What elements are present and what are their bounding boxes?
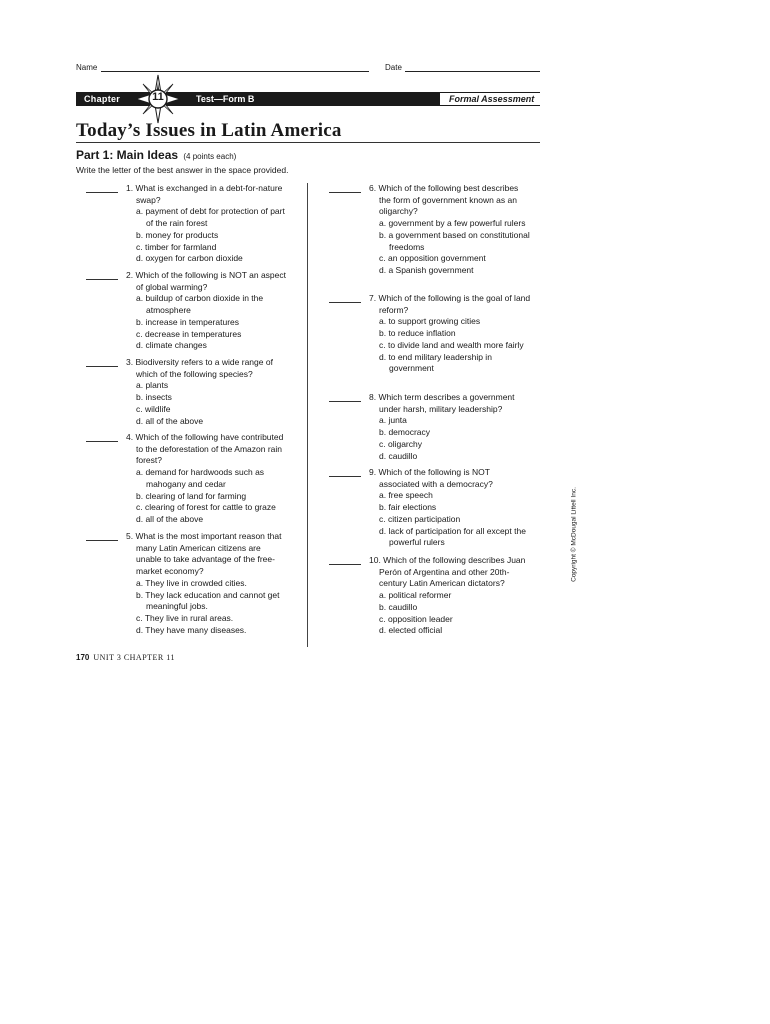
answer-option: d. elected official	[379, 625, 443, 636]
question-stem: 3. Biodiversity refers to a wide range of which of the following species?	[126, 357, 273, 379]
answer-option: c. wildlife	[136, 403, 171, 414]
question-body	[369, 183, 531, 277]
name-line[interactable]	[101, 71, 369, 72]
chapter-number: 11	[152, 91, 164, 103]
answer-option: d. all of the above	[136, 415, 204, 426]
question-stem: 5. What is the most important reason that many Latin American citizens are unable to take advantage of the free-market economy?	[126, 531, 282, 577]
instructions: Write the letter of the best answer in the space provided.	[76, 165, 289, 175]
test-form-label: Test—Form B	[196, 94, 255, 104]
part-heading	[76, 148, 236, 162]
chapter-label: Chapter	[84, 94, 121, 104]
question-body	[126, 270, 288, 352]
answer-blank[interactable]	[329, 192, 361, 193]
name-label: Name	[76, 63, 98, 72]
answer-option: c. an opposition government	[379, 253, 486, 264]
answer-option: c. decrease in temperatures	[136, 328, 242, 339]
answer-option: a. free speech	[379, 490, 433, 501]
answer-blank[interactable]	[86, 441, 118, 442]
answer-option: d. all of the above	[136, 513, 204, 524]
answer-option: d. They have many diseases.	[136, 624, 247, 635]
page-number: 170	[76, 653, 90, 662]
answer-option: c. citizen participation	[379, 513, 461, 524]
question-body	[126, 357, 288, 427]
answer-option: b. money for products	[136, 229, 219, 240]
part-heading-text: Part 1: Main Ideas	[76, 148, 179, 162]
copyright-notice: Copyright © McDougal Littell Inc.	[570, 487, 578, 582]
answer-option: a. government by a few powerful rulers	[379, 218, 526, 229]
answer-option: c. timber for farmland	[136, 241, 217, 252]
question-body	[126, 183, 288, 265]
part-points: (4 points each)	[183, 152, 237, 161]
answer-option: a. They live in crowded cities.	[136, 577, 247, 588]
answer-blank[interactable]	[86, 540, 118, 541]
question-stem: 2. Which of the following is NOT an aspect of global warming?	[126, 270, 287, 292]
answer-option: b. caudillo	[379, 601, 418, 612]
question-stem: 8. Which term describes a government under harsh, military leadership?	[369, 392, 515, 414]
answer-option: d. lack of participation for all except the powerful rulers	[379, 525, 526, 548]
question-body	[369, 467, 531, 549]
answer-option: a. plants	[136, 380, 169, 391]
answer-option: b. clearing of land for farming	[136, 490, 247, 501]
title-rule	[76, 142, 540, 143]
question-stem: 4. Which of the following have contributed to the deforestation of the Amazon rain forest?	[126, 432, 284, 466]
answer-option: a. buildup of carbon dioxide in the atmosphere	[136, 293, 264, 316]
answer-option: a. demand for hardwoods such as mahogany and cedar	[136, 467, 265, 489]
date-label: Date	[385, 63, 402, 72]
question-body	[369, 293, 531, 375]
answer-option: d. to end military leadership in government	[379, 351, 492, 374]
answer-option: a. junta	[379, 415, 407, 426]
answer-option: b. insects	[136, 392, 172, 403]
date-line[interactable]	[405, 71, 540, 72]
answer-option: a. payment of debt for protection of part of the rain forest	[136, 206, 285, 229]
answer-blank[interactable]	[86, 279, 118, 280]
answer-blank[interactable]	[86, 366, 118, 367]
question-stem: 1. What is exchanged in a debt-for-nature swap?	[126, 183, 283, 205]
answer-option: a. to support growing cities	[379, 316, 481, 327]
column-divider	[307, 183, 308, 647]
answer-blank[interactable]	[329, 401, 361, 402]
answer-option: b. increase in temperatures	[136, 316, 239, 327]
formal-assessment-label: Formal Assessment	[449, 94, 535, 104]
question-body	[369, 555, 531, 637]
answer-option: d. oxygen for carbon dioxide	[136, 253, 243, 264]
question-stem: 7. Which of the following is the goal of land reform?	[369, 293, 531, 315]
answer-option: b. fair elections	[379, 502, 437, 513]
answer-option: c. clearing of forest for cattle to graze	[136, 502, 276, 513]
answer-option: a. political reformer	[379, 590, 452, 601]
answer-option: c. oligarchy	[379, 438, 422, 449]
question-stem: 9. Which of the following is NOT associated with a democracy?	[369, 467, 493, 489]
answer-option: b. They lack education and cannot get meaningful jobs.	[136, 589, 280, 612]
unit-chapter-text: UNIT 3 CHAPTER 11	[93, 653, 175, 662]
answer-blank[interactable]	[86, 192, 118, 193]
answer-option: b. democracy	[379, 427, 431, 438]
question-body	[126, 432, 288, 526]
page-footer	[76, 653, 175, 662]
answer-blank[interactable]	[329, 476, 361, 477]
question-stem: 10. Which of the following describes Juan Perón of Argentina and other 20th-century Latin American dictators?	[369, 555, 526, 589]
answer-option: b. to reduce inflation	[379, 328, 456, 339]
answer-option: c. to divide land and wealth more fairly	[379, 339, 524, 350]
question-stem: 6. Which of the following best describes the form of government known as an oligarchy?	[369, 183, 519, 217]
answer-option: d. a Spanish government	[379, 264, 474, 275]
answer-option: d. caudillo	[379, 450, 418, 461]
answer-blank[interactable]	[329, 564, 361, 565]
answer-option: c. opposition leader	[379, 613, 453, 624]
answer-option: d. climate changes	[136, 340, 207, 351]
answer-blank[interactable]	[329, 302, 361, 303]
answer-option: b. a government based on constitutional freedoms	[379, 229, 530, 252]
page-title: Today’s Issues in Latin America	[76, 120, 342, 141]
answer-option: c. They live in rural areas.	[136, 612, 234, 623]
question-body	[369, 392, 531, 462]
question-body	[126, 531, 288, 636]
